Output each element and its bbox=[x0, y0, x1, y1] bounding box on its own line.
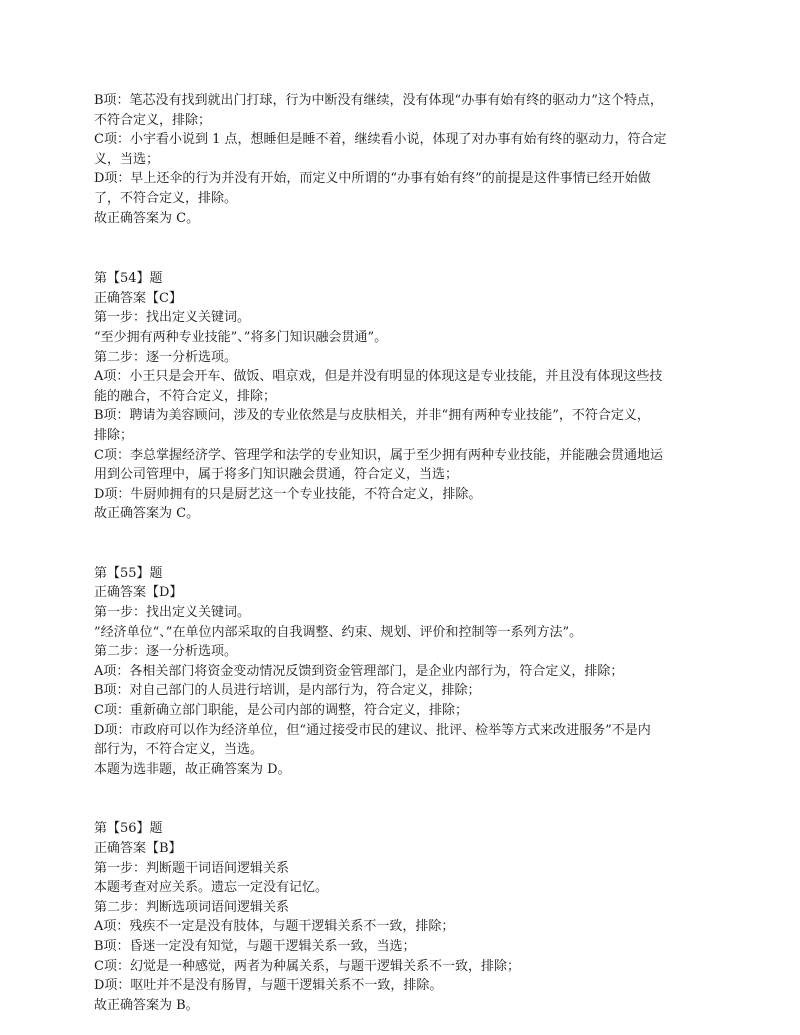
text-line: 不符合定义，排除； bbox=[94, 112, 212, 128]
text-line: 排除； bbox=[94, 427, 134, 443]
question-number: 第【54】题 bbox=[94, 271, 163, 287]
question-number: 第【55】题 bbox=[94, 565, 163, 581]
text-line: 第二步：逐一分析选项。 bbox=[94, 349, 238, 365]
answer-explanations-page bbox=[94, 91, 710, 1015]
text-line: B项：笔芯没有找到就出门打球，行为中断没有继续，没有体现“办事有始有终的驱动力”这个特点， bbox=[94, 93, 663, 108]
text-line: 本题为选非题，故正确答案为 D。 bbox=[94, 761, 291, 777]
text-line: C项：李总掌握经济学、管理学和法学的专业知识，属于至少拥有两种专业技能，并能融会贯通地运 bbox=[94, 447, 663, 463]
text-line: 故正确答案为 C。 bbox=[94, 210, 200, 226]
text-line: 第一步：判断题干词语间逻辑关系 bbox=[94, 860, 290, 876]
text-line: D项：牛厨帅拥有的只是厨艺这一个专业技能，不符合定义，排除。 bbox=[94, 486, 482, 502]
question-55-block bbox=[94, 564, 710, 780]
text-line: 了，不符合定义，排除。 bbox=[94, 190, 238, 206]
text-line: B项：对自己部门的人员进行培训，是内部行为，符合定义，排除； bbox=[94, 683, 481, 699]
text-line: B项：聘请为美容顾问，涉及的专业依然是与皮肤相关，并非“拥有两种专业技能”，不符合定义， bbox=[94, 408, 650, 424]
text-line: 本题考查对应关系。遗忘一定没有记忆。 bbox=[94, 880, 329, 896]
text-line: 故正确答案为 C。 bbox=[94, 506, 200, 522]
text-line: 部行为，不符合定义，当选。 bbox=[94, 742, 264, 758]
text-line: D项：早上还伞的行为并没有开始，而定义中所谓的“办事有始有终”的前提是这件事情已经开始做 bbox=[94, 171, 651, 187]
intro-block bbox=[94, 91, 710, 228]
text-line: 第二步：判断选项词语间逻辑关系 bbox=[94, 899, 290, 915]
text-line: ”经济单位“、”在单位内部采取的自我调整、约束、规划、评价和控制等一系列方法”。 bbox=[94, 624, 583, 640]
question-56-block bbox=[94, 819, 710, 1015]
text-line: C项：重新确立部门职能，是公司内部的调整，符合定义，排除； bbox=[94, 703, 468, 719]
text-line: 能的融合，不符合定义，排除； bbox=[94, 388, 277, 404]
text-line: C项：幻觉是一种感觉，两者为种属关系，与题干逻辑关系不一致，排除； bbox=[94, 958, 520, 974]
text-line: A项：残疾不一定是没有肢体，与题干逻辑关系不一致，排除； bbox=[94, 919, 455, 935]
text-line: D项：呕吐并不是没有肠胃，与题干逻辑关系不一致，排除。 bbox=[94, 978, 443, 994]
text-line: 用到公司管理中，属于将多门知识融会贯通，符合定义，当选； bbox=[94, 467, 459, 483]
question-number: 第【56】题 bbox=[94, 821, 163, 837]
correct-answer: 正确答案【B】 bbox=[94, 841, 182, 856]
text-line: 故正确答案为 B。 bbox=[94, 997, 199, 1013]
text-line: A项：各相关部门将资金变动情况反馈到资金管理部门，是企业内部行为，符合定义，排除； bbox=[94, 663, 624, 679]
correct-answer: 正确答案【C】 bbox=[94, 290, 182, 306]
question-54-block bbox=[94, 269, 710, 524]
text-line: 第二步：逐一分析选项。 bbox=[94, 644, 238, 660]
text-line: C项：小宇看小说到 1 点，想睡但是睡不着，继续看小说，体现了对办事有始有终的驱动力，符合定 bbox=[94, 132, 667, 148]
correct-answer: 正确答案【D】 bbox=[94, 585, 183, 601]
text-line: 第一步：找出定义关键词。 bbox=[94, 310, 251, 326]
text-line: 义，当选； bbox=[94, 151, 160, 167]
text-line: A项：小王只是会开车、做饭、唱京戏，但是并没有明显的体现这是专业技能，并且没有体现这些技 bbox=[94, 369, 663, 385]
text-line: B项：昏迷一定没有知觉，与题干逻辑关系一致，当选； bbox=[94, 938, 416, 954]
text-line: D项：市政府可以作为经济单位，但“通过接受市民的建议、批评、检举等方式来改进服务”不是内 bbox=[94, 722, 651, 738]
text-line: 第一步：找出定义关键词。 bbox=[94, 605, 251, 621]
text-line: “至少拥有两种专业技能”、”将多门知识融会贯通”。 bbox=[94, 329, 388, 345]
